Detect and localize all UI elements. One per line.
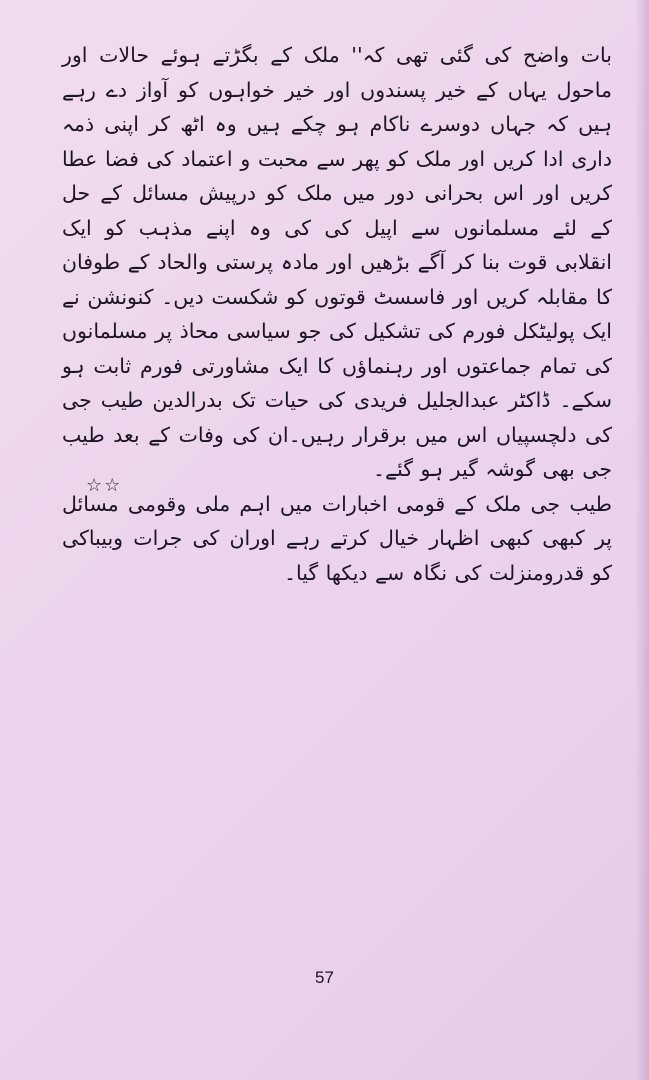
urdu-text-block: [62, 38, 612, 590]
paragraph-2: طیب جی ملک کے قومی اخبارات میں اہم ملی وقومی مسائل پر کبھی کبھی اظہار خیال کرتے رہے اوران کی جرات وبیباکی کو قدرومنزلت کی نگاہ سے دیکھا گیا۔: [62, 491, 612, 585]
page-edge-shadow: [635, 0, 649, 1080]
page-number: 57: [315, 968, 334, 987]
section-end-ornament: ☆☆: [86, 475, 123, 496]
paragraph-1: بات واضح کی گئی تھی کہ'' ملک کے بگڑتے ہوئے حالات اور ماحول یہاں کے خیر پسندوں اور خیر خواہوں کو آواز دے رہے ہیں کہ جہاں دوسرے ناکام ہو چکے ہیں وہ اٹھ کر اپنی ذمہ داری ادا کریں اور ملک کو پھر سے محبت و اعتماد کی فضا عطا کریں اور اس بحرانی دور میں ملک کو درپیش مسائل کے حل کے لئے مسلمانوں سے اپیل کی کی وہ اپنے مذہب کو ایک انقلابی قوت بنا کر آگے بڑھیں اور مادہ پرستی والحاد کے طوفان کا مقابلہ کریں اور فاسسٹ قوتوں کو شکست دیں۔ کنونشن نے ایک پولیٹکل فورم کی تشکیل کی جو سیاسی محاذ پر مسلمانوں کی تمام جماعتوں اور رہنماؤں کا ایک مشاورتی فورم ثابت ہو سکے۔ ڈاکٹر عبدالجلیل فریدی کی حیات تک بدرالدین طیب جی کی دلچسپیاں اس میں برقرار رہیں۔ان کی وفات کے بعد طیب جی بھی گوشہ گیر ہو گئے۔: [62, 43, 612, 481]
